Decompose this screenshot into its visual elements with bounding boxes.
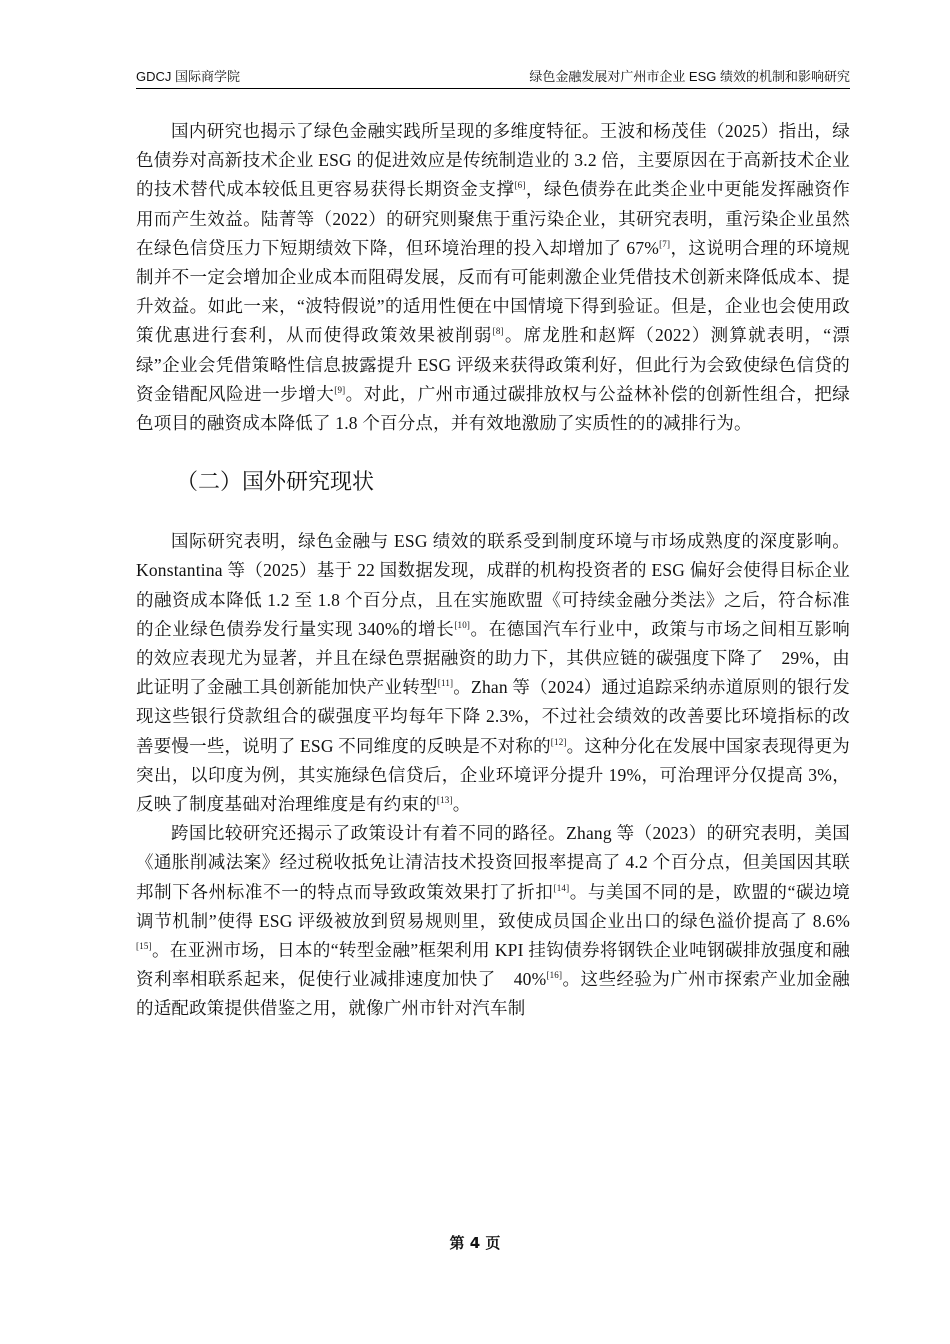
citation-9: [9] bbox=[334, 385, 346, 395]
citation-16: [16] bbox=[546, 970, 563, 981]
paragraph-text: 国际研究表明，绿色金融与 ESG 绩效的联系受到制度环境与市场成熟度的深度影响。Konstantina 等（2025）基于 22 国数据发现，成群的机构投资者的 ESG 偏好会使得目标企业的融资成本降低 1.2 至 1.8 个百分点，且在实施欧盟《可持续金融分类法》之后，符合标准的企业绿色债券发行量实现 340%的增长 bbox=[136, 531, 850, 639]
citation-13: [13] bbox=[436, 795, 453, 806]
paragraph-text: 国内研究也揭示了绿色金融实践所呈现的多维度特征。王波和杨茂佳（2025）指出，绿色债券对高新技术企业 ESG 的促进效应是传统制造业的 3.2 倍，主要原因在于高新技术企业的技术替代成本较低且更容易获得长期资金支撑 bbox=[136, 121, 850, 200]
citation-7: [7] bbox=[659, 238, 671, 249]
citation-14: [14] bbox=[553, 882, 570, 893]
paragraph-text: 。这种分化在发展中国家表现得更为突出，以印度为例，其实施绿色信贷后，企业环境评分提升 19%，可治理评分仅提高 3%，反映了制度基础对治理维度是有约束的 bbox=[136, 735, 850, 815]
page-number: 第 4 页 bbox=[449, 1234, 501, 1252]
page-header bbox=[136, 68, 850, 89]
citation-15: [15] bbox=[136, 941, 152, 952]
citation-8: [8] bbox=[492, 326, 504, 337]
paragraph-text: 。席龙胜和赵辉（2022）测算就表明，“漂绿”企业会凭借策略性信息披露提升 ESG 评级来获得政策利好，但此行为会致使绿色信贷的资金错配风险进一步增大 bbox=[136, 325, 850, 404]
citation-10: [10] bbox=[454, 620, 471, 631]
paragraph-text: 。Zhan 等（2024）通过追踪采纳赤道原则的银行发现这些银行贷款组合的碳强度平均每年下降 2.3%，不过社会绩效的改善要比环境指标的改善要慢一些，说明了 ESG 不同维度的反映是不对称的 bbox=[136, 677, 851, 756]
header-institution: GDCJ 国际商学院 bbox=[136, 69, 241, 84]
paragraph-international-research bbox=[136, 527, 850, 819]
paragraph-cross-country-comparison bbox=[136, 819, 850, 1023]
paragraph-text: 。在德国汽车行业中，政策与市场之间相互影响的效应表现尤为显著，并且在绿色票据融资的助力下，其供应链的碳强度下降了 29%，由此证明了金融工具创新能加快产业转型 bbox=[136, 618, 851, 698]
paragraph-text: 。在亚洲市场，日本的“转型金融”框架利用 KPI 挂钩债券将钢铁企业吨钢碳排放强度和融资利率相联系起来，促使行业减排速度加快了 40% bbox=[136, 940, 850, 990]
citation-12: [12] bbox=[550, 736, 567, 747]
paragraph-domestic-research bbox=[136, 117, 850, 438]
paragraph-text: 。 bbox=[452, 794, 471, 815]
header-thesis-title: 绿色金融发展对广州市企业 ESG 绩效的机制和影响研究 bbox=[529, 69, 850, 84]
paragraph-text: 。与美国不同的是，欧盟的“碳边境调节机制”使得 ESG 评级被放到贸易规则里，致使成员国企业出口的绿色溢价提高了 8.6% bbox=[136, 881, 850, 931]
paragraph-text: 跨国比较研究还揭示了政策设计有着不同的路径。Zhang 等（2023）的研究表明，美国《通胀削减法案》经过税收抵免让清洁技术投资回报率提高了 4.2 个百分点，但美国因其联邦制下各州标准不一的特点而导致政策效果打了折扣 bbox=[136, 823, 850, 902]
paragraph-text: ，绿色债券在此类企业中更能发挥融资作用而产生效益。陆菁等（2022）的研究则聚焦于重污染企业，其研究表明，重污染企业虽然在绿色信贷压力下短期绩效下降，但环境治理的投入却增加了 67% bbox=[136, 179, 850, 258]
paragraph-text: ，这说明合理的环境规制并不一定会增加企业成本而阻碍发展，反而有可能刺激企业凭借技术创新来降低成本、提升效益。如此一来，“波特假说”的适用性便在中国情境下得到验证。但是，企业也会使用政策优惠进行套利，从而使得政策效果被削弱 bbox=[136, 237, 850, 346]
citation-11: [11] bbox=[437, 678, 454, 689]
paragraph-text: 。这些经验为广州市探索产业加金融的适配政策提供借鉴之用，就像广州市针对汽车制 bbox=[136, 969, 850, 1019]
page-body bbox=[136, 117, 850, 1024]
section-heading: （二）国外研究现状 bbox=[176, 469, 375, 495]
citation-6: [6] bbox=[514, 180, 526, 191]
paragraph-text: 。对此，广州市通过碳排放权与公益林补偿的创新性组合，把绿色项目的融资成本降低了 1.8 个百分点，并有效地激励了实质性的的减排行为。 bbox=[136, 383, 850, 434]
